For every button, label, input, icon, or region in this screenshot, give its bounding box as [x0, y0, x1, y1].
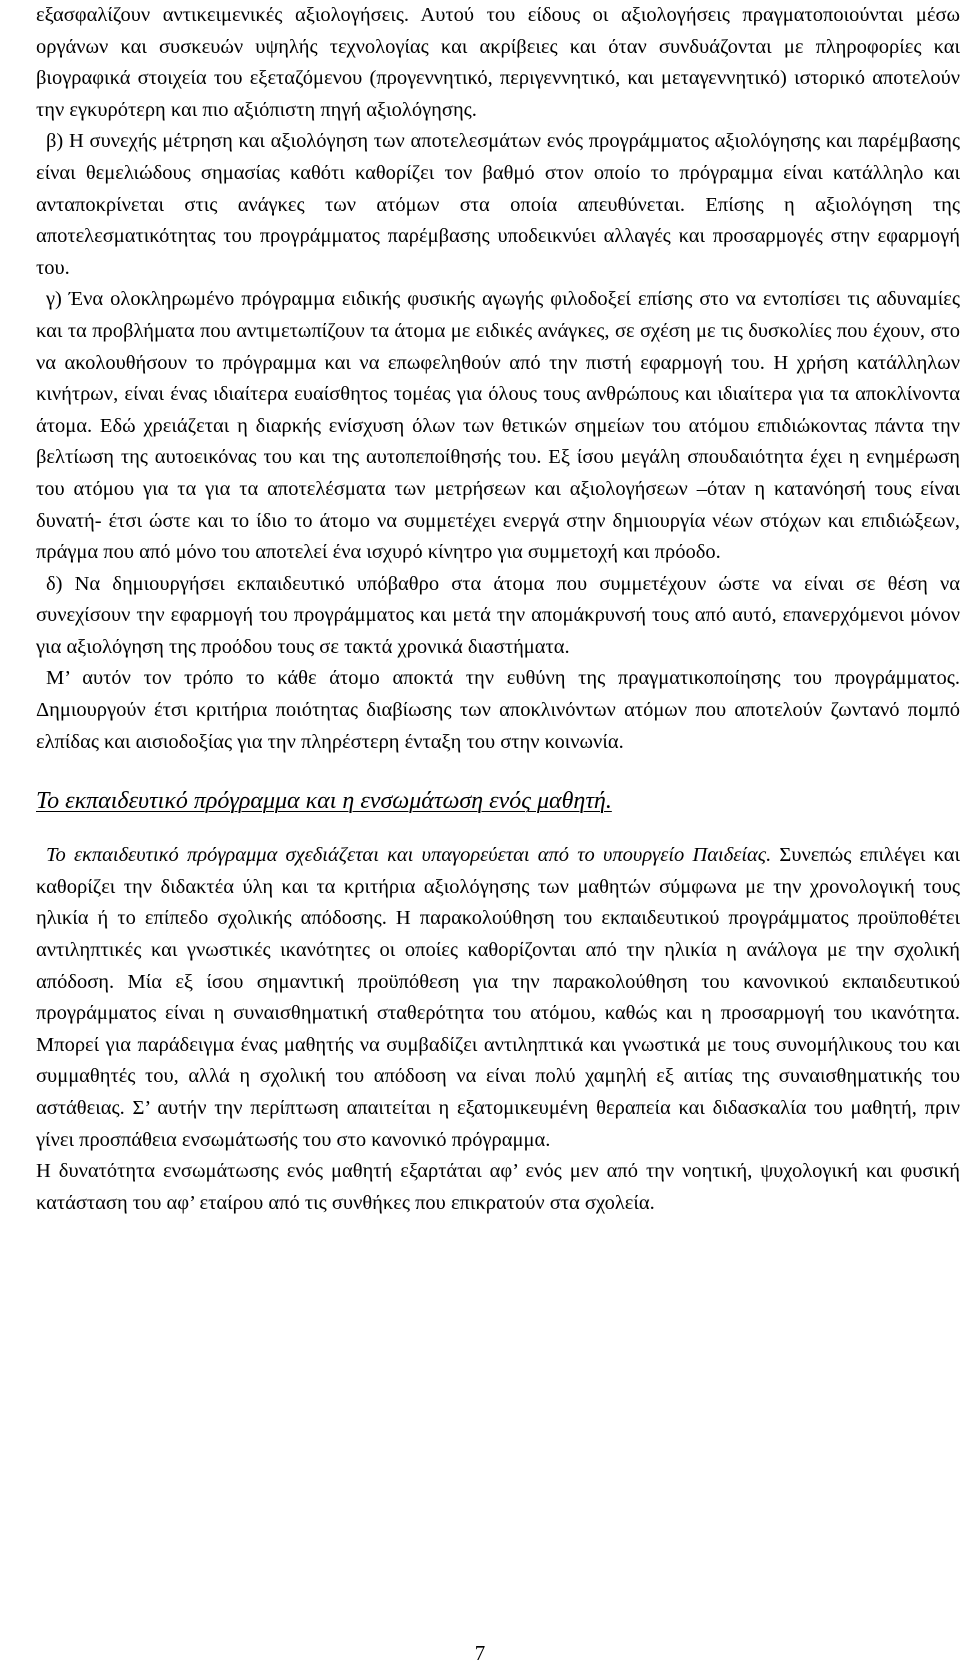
section-title: Το εκπαιδευτικό πρόγραμμα και η ενσωμάτωση ενός μαθητή.	[36, 788, 612, 815]
paragraph-gamma: γ) Ένα ολοκληρωμένο πρόγραμμα ειδικής φυσικής αγωγής φιλοδοξεί επίσης στο να εντοπίσει τις αδυναμίες και τα προβλήματα που αντιμετωπίζουν τα άτομα με ειδικές ανάγκες, σε σχέση με τις δυσκολίες που έχουν, στο να ακολουθήσουν το πρόγραμμα και να επωφεληθούν από την πιστή εφαρμογή του. Η χρήση κατάλληλων κινήτρων, είναι ένας ιδιαίτερα ευαίσθητος τομέας για όλους τους ανθρώπους και ιδιαίτερα για τα αποκλίνοντα άτομα. Εδώ χρειάζεται η διαρκής ενίσχυση όλων των θετικών σημείων του ατόμου επιδιώκοντας πάντα την βελτίωση της αυτοεικόνας του και της αυτοπεποίθησής του. Εξ ίσου μεγάλη σπουδαιότητα έχει η ενημέρωση του ατόμου για τα για τα αποτελέσματα των μετρήσεων και αξιολογήσεων –όταν η κατανόησή τους είναι δυνατή- έτσι ώστε και το ίδιο το άτομο να συμμετέχει ενεργά στην δημιουργία νέων στόχων και επιδιώξεων, πράγμα που από μόνο του αποτελεί ένα ισχυρό κίνητρο για συμμετοχή και πρόοδο.	[36, 288, 960, 564]
section-intro-italic: Το εκπαιδευτικό πρόγραμμα σχεδιάζεται και υπαγορεύεται από το υπουργείο Παιδείας.	[46, 844, 772, 867]
page-number: 7	[474, 1641, 486, 1665]
paragraph-intro: εξασφαλίζουν αντικειμενικές αξιολογήσεις. Αυτού του είδους οι αξιολογήσεις πραγματοποιούνται μέσω οργάνων και συσκευών υψηλής τεχνολογίας και ακρίβειες και όταν συνδυάζονται με πληροφορίες και βιογραφικά στοιχεία του εξεταζόμενου (προγεννητικό, περιγεννητικό, και μεταγεννητικό) ιστορικό αποτελούν την εγκυρότερη και πιο αξιόπιστη πηγή αξιολόγησης.	[36, 4, 960, 121]
section-intro-text: Συνεπώς επιλέγει και καθορίζει την διδακτέα ύλη και τα κριτήρια αξιολόγησης των μαθητών σύμφωνα με την χρονολογική τους ηλικία ή το επίπεδο σχολικής απόδοσης. Η παρακολούθηση του εκπαιδευτικού προγράμματος προϋποθέτει αντιληπτικές και γνωστικές ικανότητες οι οποίες καθορίζονται από την ηλικία η ανάλογα με την σχολική απόδοση. Μία εξ ίσου σημαντική προϋπόθεση για την παρακολούθηση του κανονικού εκπαιδευτικού προγράμματος είναι η συναισθηματική σταθερότητα του ατόμου, καθώς και η προσαρμογή του ικανότητα. Μπορεί για παράδειγμα ένας μαθητής να συμβαδίζει αντιληπτικά και γνωστικά με τους συνομήλικους του και συμμαθητές του, αλλά η σχολική του απόδοση να είναι πολύ χαμηλή εξ αιτίας της συναισθηματικής του αστάθειας. Σ’ αυτήν την περίπτωση απαιτείται η εξατομικευμένη θεραπεία και διδασκαλία του μαθητή, πριν γίνει προσπάθεια ενσωμάτωσής του στο κανονικό πρόγραμμα.	[36, 844, 960, 1151]
document-page	[36, 0, 960, 1219]
paragraph-delta: δ) Να δημιουργήσει εκπαιδευτικό υπόβαθρο στα άτομα που συμμετέχουν ώστε να είναι σε θέση να συνεχίσουν την εφαρμογή του προγράμματος και μετά την απομάκρυνσή τους από αυτό, επανερχόμενοι μόνον για αξιολόγηση της προόδου τους σε τακτά χρονικά διαστήματα.	[36, 572, 960, 658]
section-intro-paragraph	[36, 840, 960, 1156]
paragraph-beta: β) Η συνεχής μέτρηση και αξιολόγηση των αποτελεσμάτων ενός προγράμματος αξιολόγησης και παρέμβασης είναι θεμελιώδους σημασίας καθότι καθορίζει τον βαθμό στον οποίο το πρόγραμμα είναι κατάλληλο και ανταποκρίνεται στις ανάγκες των ατόμων στα οποία απευθύνεται. Επίσης η αξιολόγηση της αποτελεσματικότητας του προγράμματος παρέμβασης υποδεικνύει αλλαγές και προσαρμογές στην εφαρμογή του.	[36, 130, 960, 279]
section-final-paragraph: Η δυνατότητα ενσωμάτωσης ενός μαθητή εξαρτάται αφ’ ενός μεν από την νοητική, ψυχολογική και φυσική κατάσταση του αφ’ εταίρου από τις συνθήκες που επικρατούν στα σχολεία.	[36, 1160, 960, 1214]
paragraph-m-auto: Μ’ αυτόν τον τρόπο το κάθε άτομο αποκτά την ευθύνη της πραγματικοποίησης του προγράμματος. Δημιουργούν έτσι κριτήρια ποιότητας διαβίωσης των αποκλινόντων ατόμων που αποτελούν ζωντανό πομπό ελπίδας και αισιοδοξίας για την πληρέστερη ένταξη του στην κοινωνία.	[36, 667, 960, 753]
